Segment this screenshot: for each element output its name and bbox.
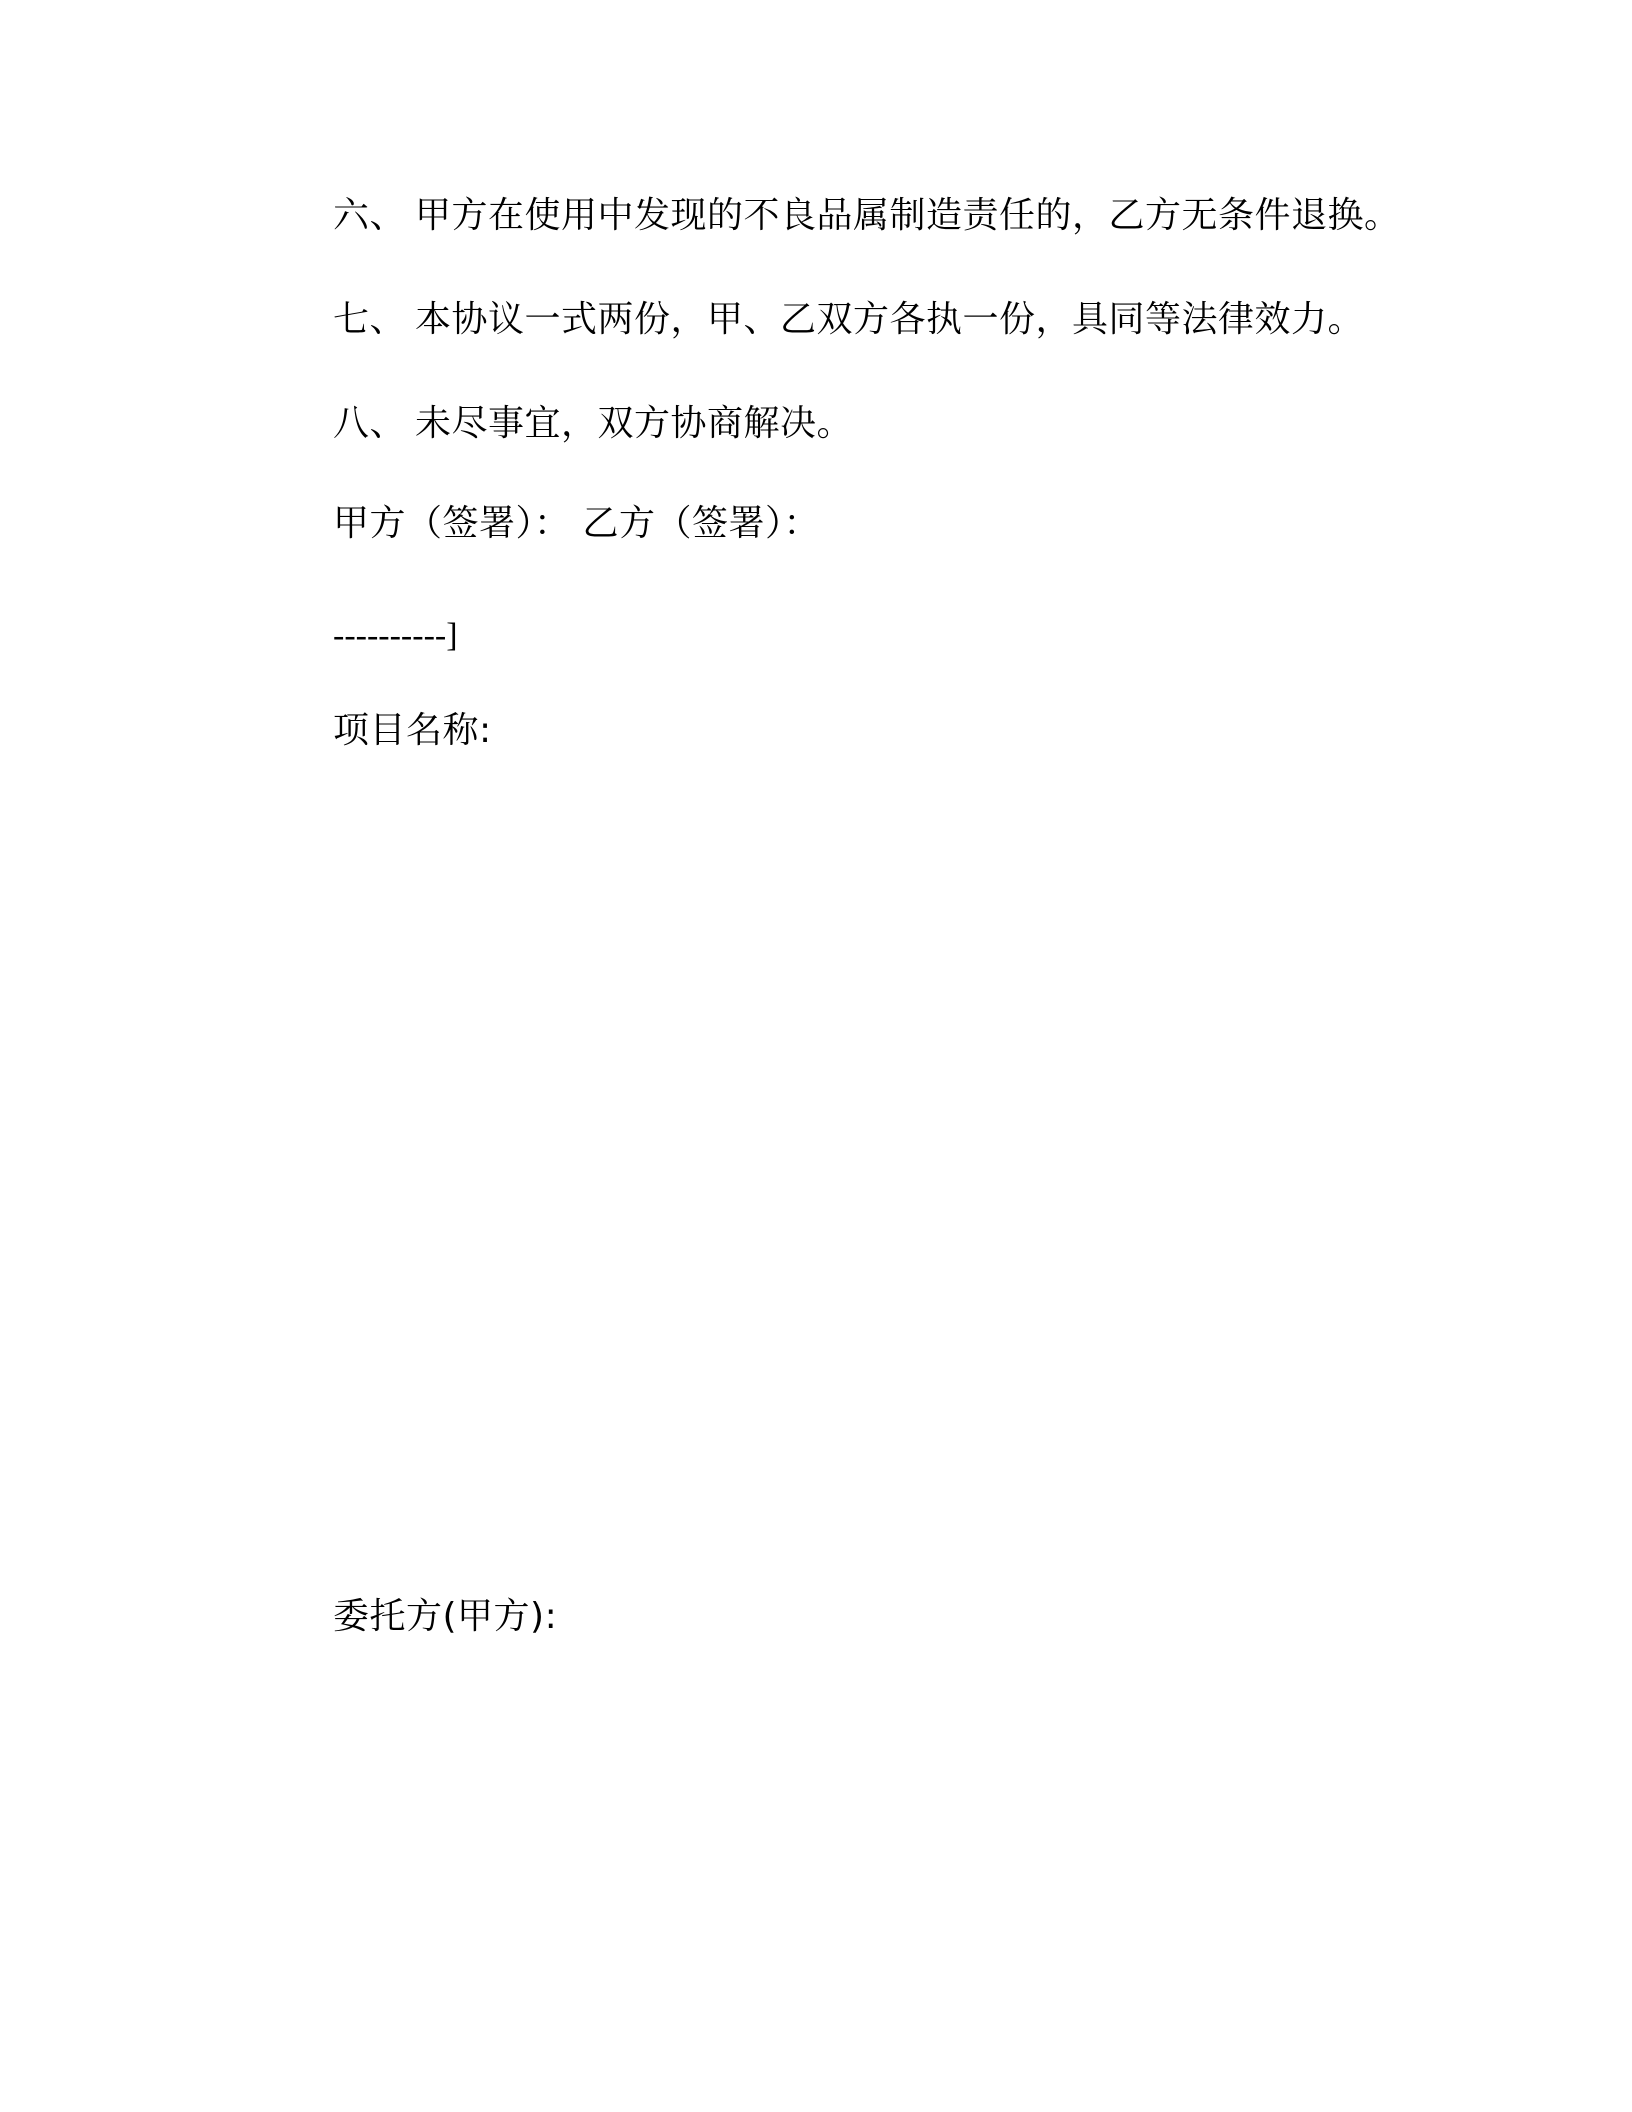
clause-text: 本协议一式两份，甲、乙双方各执一份，具同等法律效力。 (415, 299, 1365, 340)
client-label: 委托方(甲方): (333, 1596, 558, 1637)
clause-7 (333, 296, 1364, 344)
clause-6 (333, 192, 1401, 240)
clause-text: 未尽事宜，双方协商解决。 (415, 403, 854, 444)
clause-8 (333, 400, 853, 448)
clause-text: 甲方在使用中发现的不良品属制造责任的，乙方无条件退换。 (415, 195, 1401, 236)
clause-number: 六、 (333, 195, 407, 236)
section-separator: ----------] (333, 617, 458, 654)
clause-number: 八、 (333, 403, 407, 444)
clause-number: 七、 (333, 299, 407, 340)
project-name-label: 项目名称: (333, 710, 492, 751)
signature-line: 甲方（签署）： 乙方（签署）： (333, 503, 820, 544)
